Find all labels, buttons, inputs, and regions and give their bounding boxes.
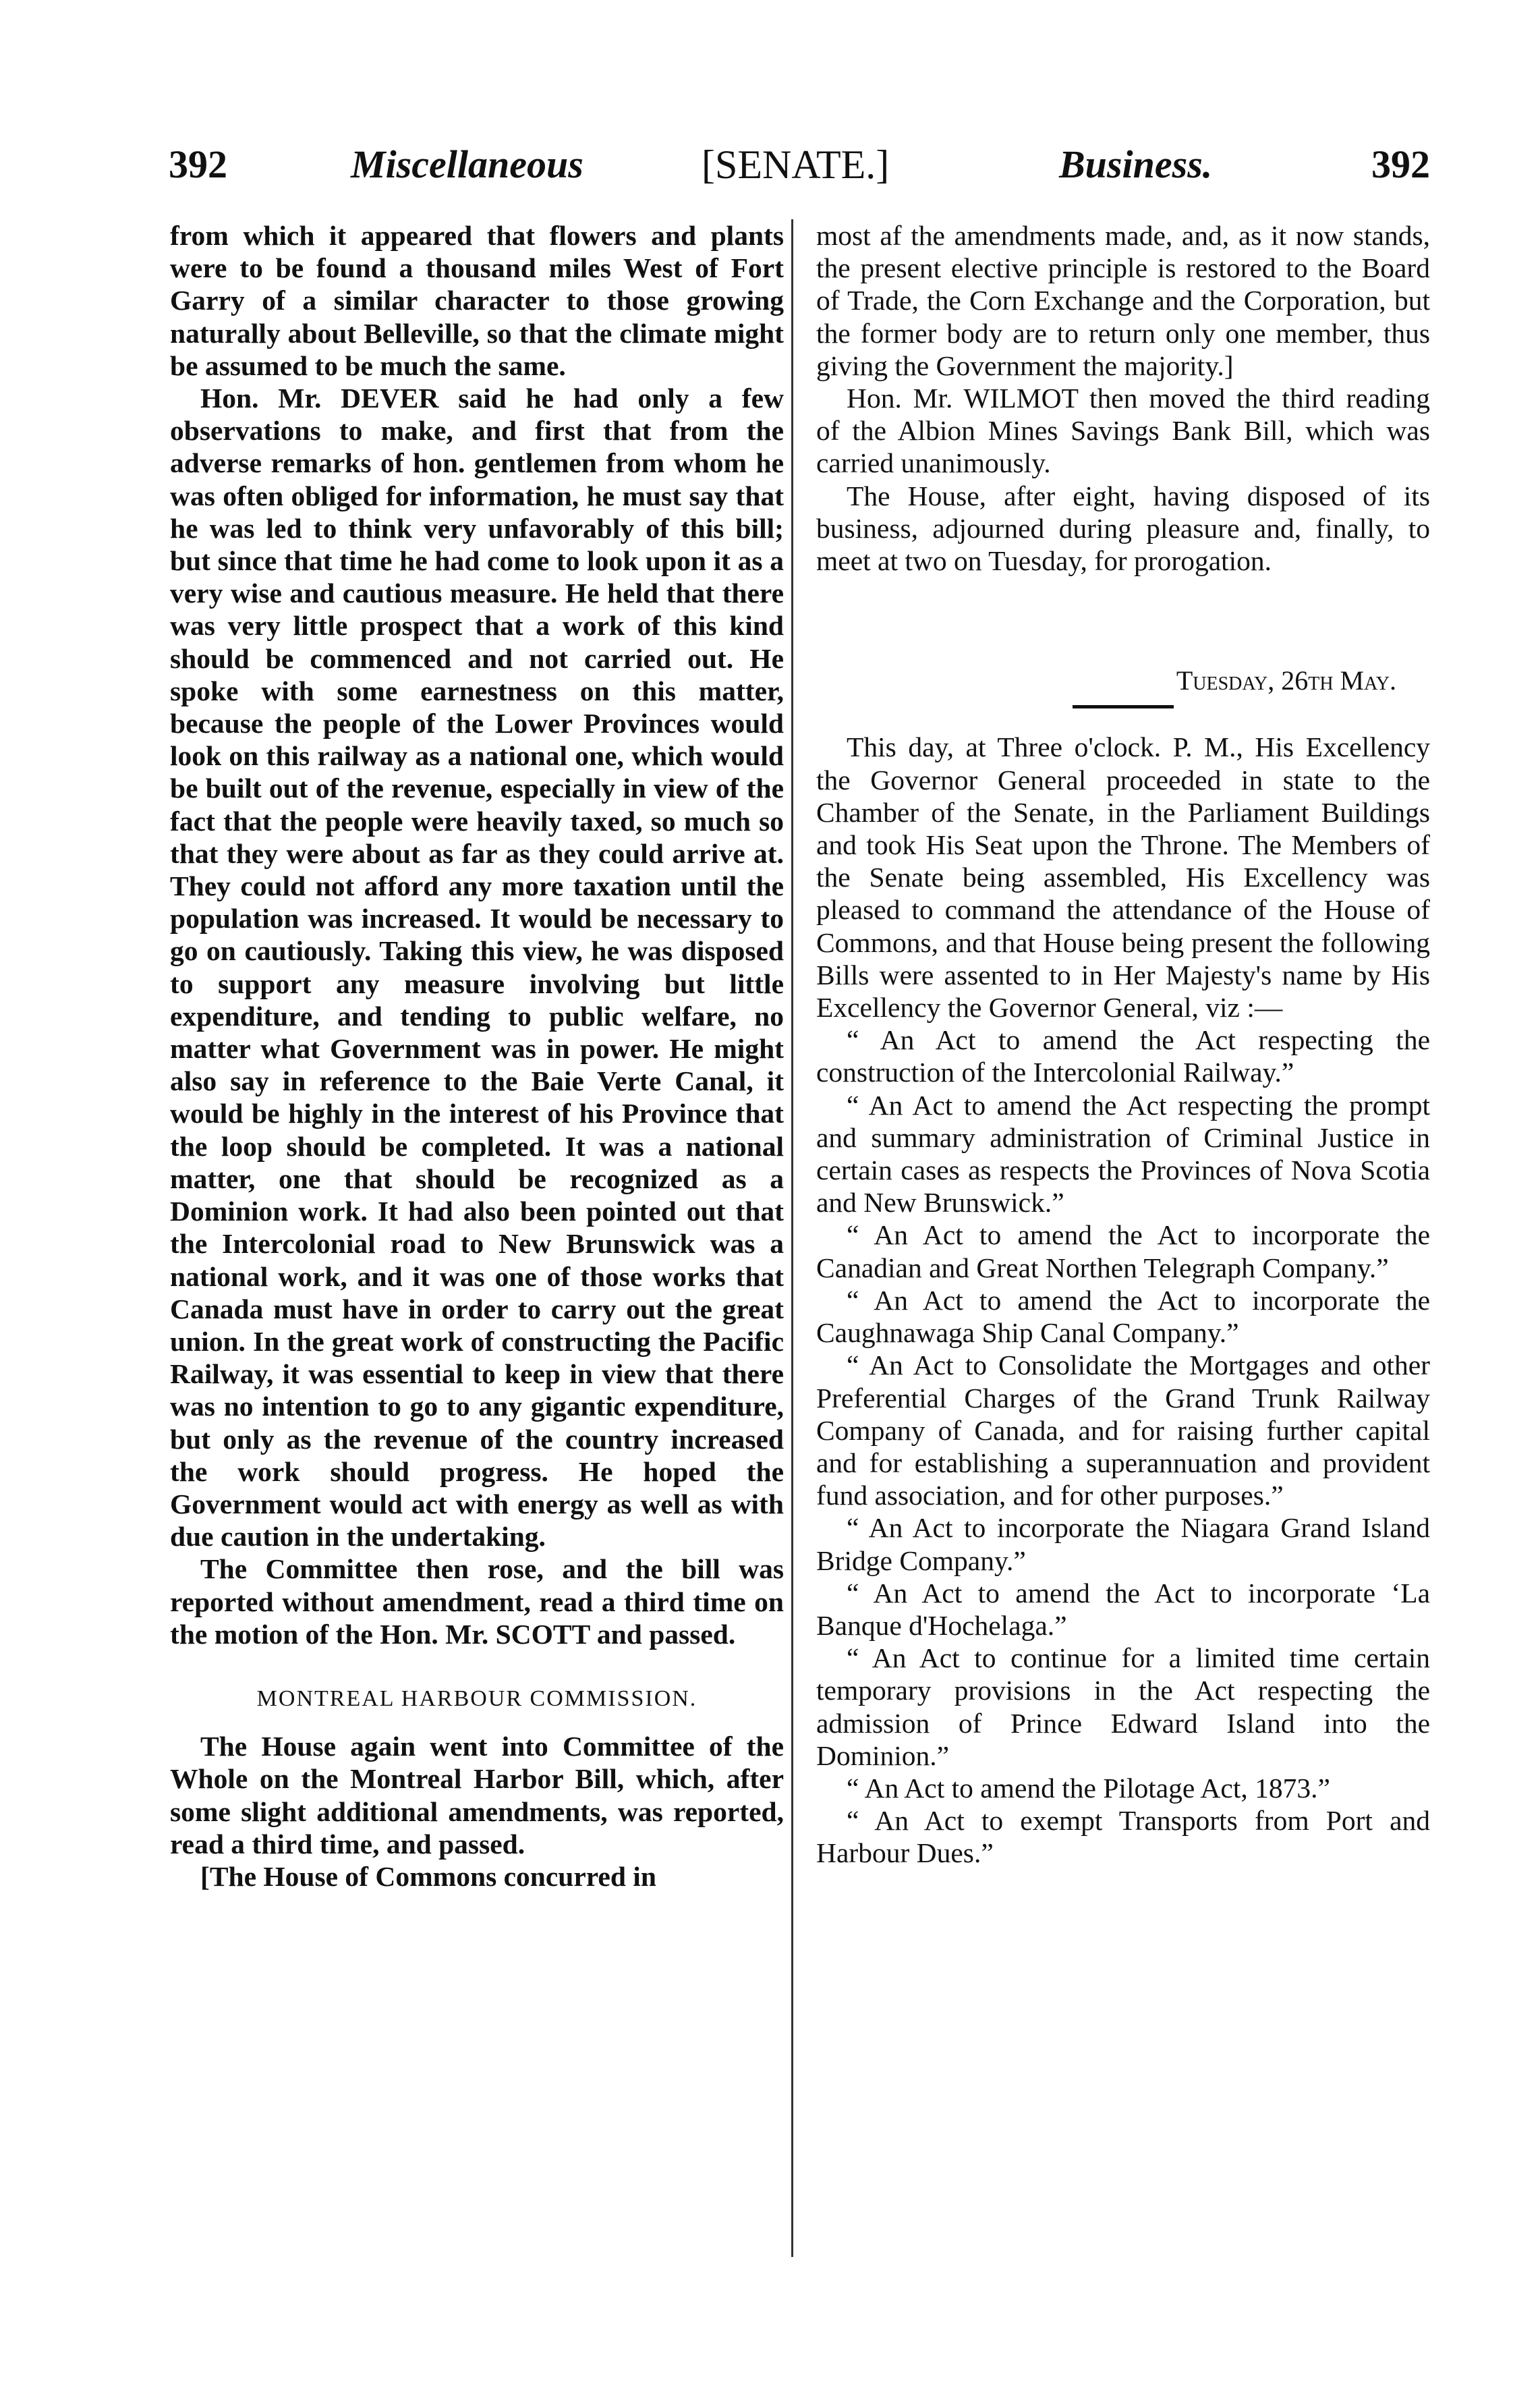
act-item: “ An Act to amend the Act to incorporate the Caughnawaga Ship Canal Company.” <box>816 1284 1430 1349</box>
right-paragraph-3: The House, after eight, having disposed of its business, adjourned during pleasure and, finally, to meet at two on Tuesday, for prorogation. <box>816 480 1430 577</box>
act-item: “ An Act to amend the Act respecting the construction of the Intercolonial Railway.” <box>816 1024 1430 1088</box>
left-paragraph-5: [The House of Commons concurred in <box>200 1860 656 1892</box>
right-paragraph-1: most af the amendments made, and, as it now stands, the present elective principle is restored to the Board of Trade, the Corn Exchange and the Corporation, but the former body are to return only one member, thus giving the Government the majority.] <box>816 220 1430 381</box>
act-item: “ An Act to amend the Pilotage Act, 1873.” <box>847 1772 1330 1804</box>
left-paragraph-2: Hon. Mr. DEVER said he had only a few observations to make, and first that from the adverse remarks of hon. gentlemen from whom he was often obliged for information, he must say that he was led to think very unfavorably of this bill; but since that time he had come to look upon it as a very wise and cautious measure. He held that there was very little prospect that a work of this kind should be commenced and not carried out. He spoke with some earnestness on this matter, because the people of the Lower Provinces would look on this railway as a national one, which would be built out of the revenue, especially in view of the fact that the people were heavily taxed, so much so that they were about as far as they could arrive at. They could not afford any more taxation until the population was increased. It would be necessary to go on cautiously. Taking this view, he was disposed to support any measure involving but little expenditure, and tending to public welfare, no matter what Government was in power. He might also say in reference to the Baie Verte Canal, it would be highly in the interest of his Province that the loop should be completed. It was a national matter, one that should be recognized as a Dominion work. It had also been pointed out that the Intercolonial road to New Brunswick was a national work, and it was one of those works that Canada must have in order to carry out the great union. In the great work of constructing the Pacific Railway, it was essential to keep in view that there was no intention to go to any gigantic expenditure, but only as the revenue of the country increased the work should progress. He hoped the Government would act with energy as well as with due caution in the undertaking. <box>170 383 784 1553</box>
act-item: “ An Act to amend the Act respecting the prompt and summary administration of Criminal Justice in certain cases as respects the Provinces of Nova Scotia and New Brunswick.” <box>816 1089 1430 1219</box>
column-divider <box>791 219 793 2257</box>
act-item: “ An Act to amend the Act to incorporate ‘La Banque d'Hochelaga.” <box>816 1577 1430 1641</box>
act-item: “ An Act to amend the Act to incorporate the Canadian and Great Northen Telegraph Company.” <box>816 1219 1430 1283</box>
left-paragraph-1: from which it appeared that flowers and plants were to be found a thousand miles West of Fort Garry of a similar character to those growing naturally about Belleville, so that the climate might be assumed to be much the same. <box>170 220 784 381</box>
right-paragraph-2: Hon. Mr. WILMOT then moved the third reading of the Albion Mines Savings Bank Bill, which was carried unanimously. <box>816 383 1430 479</box>
right-paragraph-4: This day, at Three o'clock. P. M., His Excellency the Governor General proceeded in state to the Chamber of the Senate, in the Parliament Buildings and took His Seat upon the Throne. The Members of the Senate being assembled, His Excellency was pleased to command the attendance of the House of Commons, and that House being present the following Bills were assented to in Her Majesty's name by His Excellency the Governor General, viz :— <box>816 731 1430 1024</box>
act-item: “ An Act to incorporate the Niagara Grand Island Bridge Company.” <box>816 1512 1430 1576</box>
running-header <box>169 142 1430 209</box>
page-number-left: 392 <box>169 142 227 186</box>
left-column <box>170 219 784 1893</box>
date-heading: Tuesday, 26th May. <box>1176 665 1396 696</box>
header-center: [SENATE.] <box>702 142 890 187</box>
left-paragraph-3: The Committee then rose, and the bill was reported without amendment, read a third time on the motion of the Hon. Mr. SCOTT and passed. <box>170 1553 784 1650</box>
page-number-right: 392 <box>1371 142 1430 186</box>
section-heading: MONTREAL HARBOUR COMMISSION. <box>256 1685 697 1711</box>
left-paragraph-4: The House again went into Committee of the Whole on the Montreal Harbor Bill, which, after some slight additional amendments, was reported, read a third time, and passed. <box>170 1731 784 1860</box>
section-rule <box>1073 705 1174 708</box>
act-item: “ An Act to Consolidate the Mortgages and other Preferential Charges of the Grand Trunk Railway Company of Canada, and for raising further capital and for establishing a superannuation and provident fund association, and for other purposes.” <box>816 1349 1430 1511</box>
act-item: “ An Act to exempt Transports from Port and Harbour Dues.” <box>816 1805 1430 1869</box>
act-item: “ An Act to continue for a limited time certain temporary provisions in the Act respecting the admission of Prince Edward Island into the Dominion.” <box>816 1642 1430 1771</box>
header-title-left: Miscellaneous <box>351 142 583 186</box>
header-title-right: Business. <box>1059 142 1213 186</box>
right-column <box>816 219 1430 1870</box>
